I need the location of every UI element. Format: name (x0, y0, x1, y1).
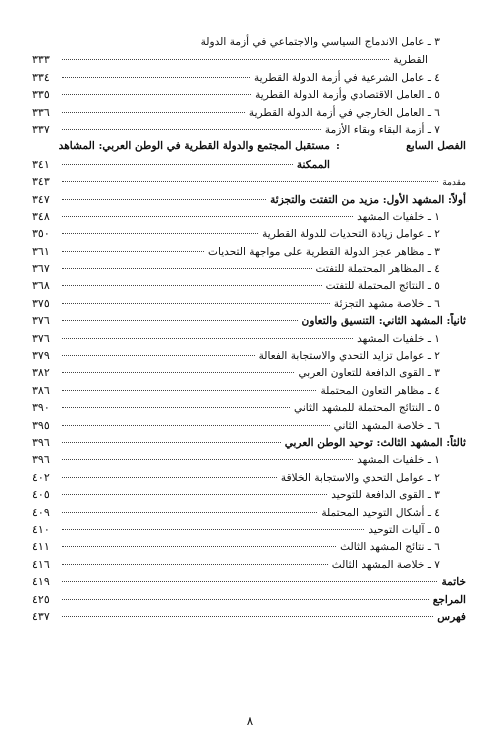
dot-leader (62, 199, 266, 200)
dot-leader (62, 390, 316, 391)
toc-entry-title: ٣ ـ القوى الدافعة للتوحيد (331, 489, 440, 502)
toc-page-number: ٣٤٣ (32, 175, 50, 189)
toc-page-number: ٤١١ (32, 540, 50, 554)
dot-leader (62, 407, 290, 408)
toc-entry-conclusion[interactable] (32, 573, 466, 590)
toc-entry[interactable] (32, 104, 466, 121)
toc-entry-title: ٥ ـ النتائج المحتملة للتفتت (325, 280, 440, 293)
dot-leader (62, 303, 330, 304)
toc-entry[interactable] (32, 243, 466, 260)
dot-leader (62, 181, 438, 182)
dot-leader (62, 616, 433, 617)
toc-entry[interactable] (32, 69, 466, 86)
toc-entry-title: ٥ ـ النتائج المحتملة للمشهد الثاني (294, 402, 440, 415)
toc-chapter-heading[interactable] (32, 138, 466, 155)
toc-entry-title: ٤ ـ مظاهر التعاون المحتملة (320, 384, 440, 397)
toc-page-number: ٣٧٦ (32, 331, 50, 345)
toc-page-number: ٣٩٦ (32, 435, 50, 449)
toc-entry-title: ٣ ـ مظاهر عجز الدولة القطرية على مواجهة التحديات (208, 245, 440, 258)
dot-leader (62, 494, 327, 495)
toc-entry-continuation[interactable] (32, 51, 466, 68)
toc-entry-title: ٧ ـ أزمة البقاء وبقاء الأزمة (324, 123, 440, 136)
toc-page-number: ٣٤٧ (32, 192, 50, 206)
toc-page-number: ٣٧٥ (32, 296, 50, 310)
toc-entry-title: ٦ ـ العامل الخارجي في أزمة الدولة القطرية (248, 106, 440, 119)
dot-leader (62, 94, 251, 95)
dot-leader (62, 564, 328, 565)
section-title: ثانياً: المشهد الثاني: التنسيق والتعاون (301, 315, 466, 328)
toc-page-number: ٤٠٢ (32, 470, 50, 484)
toc-entry-title: المراجع (432, 593, 466, 606)
toc-entry-title: ١ ـ خلفيات المشهد (357, 210, 440, 223)
toc-entry-title: ١ ـ خلفيات المشهد (357, 454, 440, 467)
toc-entry[interactable] (32, 538, 466, 555)
toc-entry-introduction[interactable] (32, 173, 466, 190)
dot-leader (62, 233, 258, 234)
toc-entry-title: ٥ ـ آليات التوحيد (368, 523, 440, 536)
toc-page-number: ٣٥٠ (32, 227, 50, 241)
toc-page-number: ٤٠٩ (32, 505, 50, 519)
dot-leader (62, 112, 245, 113)
dot-leader (62, 477, 277, 478)
section-title: ثالثاً: المشهد الثالث: توحيد الوطن العربي (284, 436, 466, 449)
toc-entry[interactable] (32, 364, 466, 381)
toc-page-number: ٣٦١ (32, 244, 50, 258)
dot-leader (62, 512, 317, 513)
toc-page-number: ٤٠٥ (32, 488, 50, 502)
toc-entry-title: ٢ ـ عوامل التحدي والاستجابة الخلاقة (280, 471, 440, 484)
dot-leader (62, 251, 204, 252)
dot-leader (62, 285, 322, 286)
toc-entry[interactable] (32, 521, 466, 538)
toc-entry[interactable] (32, 277, 466, 294)
toc-entry[interactable] (32, 34, 466, 51)
toc-entry-title: ٣ ـ عامل الاندماج السياسي والاجتماعي في أزمة الدولة (200, 36, 440, 48)
toc-page-number: ٣٦٨ (32, 279, 50, 293)
toc-entry-title: خاتمة (441, 576, 466, 589)
toc-entry[interactable] (32, 330, 466, 347)
toc-page-number: ٤١٩ (32, 575, 50, 589)
toc-entry-title: فهرس (437, 610, 466, 623)
toc-page-number: ٣٧٩ (32, 349, 50, 363)
toc-entry[interactable] (32, 295, 466, 312)
toc-entry[interactable] (32, 121, 466, 138)
toc-entry[interactable] (32, 225, 466, 242)
dot-leader (62, 599, 429, 600)
toc-entry-title: ٦ ـ نتائج المشهد الثالث (340, 541, 440, 554)
toc-page-number: ٣٣٦ (32, 105, 50, 119)
toc-section-heading[interactable] (32, 191, 466, 208)
dot-leader (62, 581, 437, 582)
dot-leader (62, 164, 293, 165)
dot-leader (62, 546, 336, 547)
toc-page-number: ٣٣٣ (32, 53, 50, 67)
chapter-colon: : (336, 140, 340, 153)
toc-page-number: ٤١٠ (32, 522, 50, 536)
toc-page-number: ٣٣٤ (32, 70, 50, 84)
toc-entry-title: ٤ ـ المظاهر المحتملة للتفتت (315, 263, 440, 276)
toc-page-number: ٣٩٥ (32, 418, 50, 432)
toc-entry[interactable] (32, 347, 466, 364)
toc-entry[interactable] (32, 504, 466, 521)
chapter-title: مستقبل المجتمع والدولة القطرية في الوطن العربي: المشاهد (58, 140, 330, 153)
toc-page-number: ٣٨٦ (32, 383, 50, 397)
toc-entry-title: ٤ ـ عامل الشرعية في أزمة الدولة القطرية (253, 71, 440, 84)
dot-leader (62, 355, 255, 356)
dot-leader (62, 372, 294, 373)
dot-leader (62, 425, 330, 426)
toc-entry[interactable] (32, 86, 466, 103)
toc-page-number: ٤١٦ (32, 557, 50, 571)
toc-page-number: ٣٦٧ (32, 262, 50, 276)
dot-leader (62, 320, 298, 321)
toc-entry[interactable] (32, 417, 466, 434)
toc-entry[interactable] (32, 469, 466, 486)
dot-leader (62, 268, 312, 269)
table-of-contents (32, 34, 466, 625)
dot-leader (62, 442, 281, 443)
toc-entry-title: ٧ ـ خلاصة المشهد الثالث (331, 558, 440, 571)
toc-entry-title: مقدمة (442, 178, 466, 189)
chapter-label: الفصل السابع (406, 140, 466, 153)
toc-entry-title: ٥ ـ العامل الاقتصادي وأزمة الدولة القطرية (255, 89, 440, 102)
toc-entry[interactable] (32, 399, 466, 416)
toc-page-number: ٣٣٧ (32, 122, 50, 136)
toc-page-number: ٤٢٥ (32, 592, 50, 606)
toc-page-number: ٣٧٦ (32, 314, 50, 328)
dot-leader (62, 216, 353, 217)
chapter-title: الممكنة (296, 158, 330, 171)
toc-page-number: ٣٣٥ (32, 88, 50, 102)
section-title: أولاً: المشهد الأول: مزيد من التفتت والتجزئة (270, 193, 466, 206)
toc-entry-title: القطرية (393, 54, 428, 67)
toc-page-number: ٤٣٧ (32, 609, 50, 623)
toc-entry[interactable] (32, 260, 466, 277)
toc-entry[interactable] (32, 451, 466, 468)
dot-leader (62, 129, 321, 130)
toc-entry-title: ٤ ـ أشكال التوحيد المحتملة (321, 506, 440, 519)
toc-page-number: ٣٩٠ (32, 401, 50, 415)
toc-entry-references[interactable] (32, 591, 466, 608)
dot-leader (62, 338, 353, 339)
toc-page-number: ٣٩٦ (32, 453, 50, 467)
dot-leader (62, 77, 250, 78)
toc-page-number: ٣٤١ (32, 157, 50, 171)
toc-entry-title: ٦ ـ خلاصة المشهد الثاني (333, 419, 440, 432)
toc-entry-title: ٢ ـ عوامل تزايد التحدي والاستجابة الفعالة (258, 350, 440, 363)
toc-entry-title: ٢ ـ عوامل زيادة التحديات للدولة القطرية (262, 228, 440, 241)
toc-chapter-heading-continuation[interactable] (32, 156, 466, 173)
toc-section-heading[interactable] (32, 312, 466, 329)
page-number: ٨ (246, 714, 254, 728)
toc-section-heading[interactable] (32, 434, 466, 451)
toc-entry-title: ٦ ـ خلاصة مشهد التجزئة (333, 297, 440, 310)
toc-page-number: ٣٨٢ (32, 366, 50, 380)
toc-entry[interactable] (32, 382, 466, 399)
toc-entry-title: ١ ـ خلفيات المشهد (357, 332, 440, 345)
toc-entry-index[interactable] (32, 608, 466, 625)
toc-entry-title: ٣ ـ القوى الدافعة للتعاون العربي (298, 367, 440, 380)
toc-page-number: ٣٤٨ (32, 209, 50, 223)
toc-entry[interactable] (32, 556, 466, 573)
dot-leader (62, 59, 389, 60)
dot-leader (62, 459, 353, 460)
toc-entry[interactable] (32, 208, 466, 225)
dot-leader (62, 529, 364, 530)
toc-entry[interactable] (32, 486, 466, 503)
